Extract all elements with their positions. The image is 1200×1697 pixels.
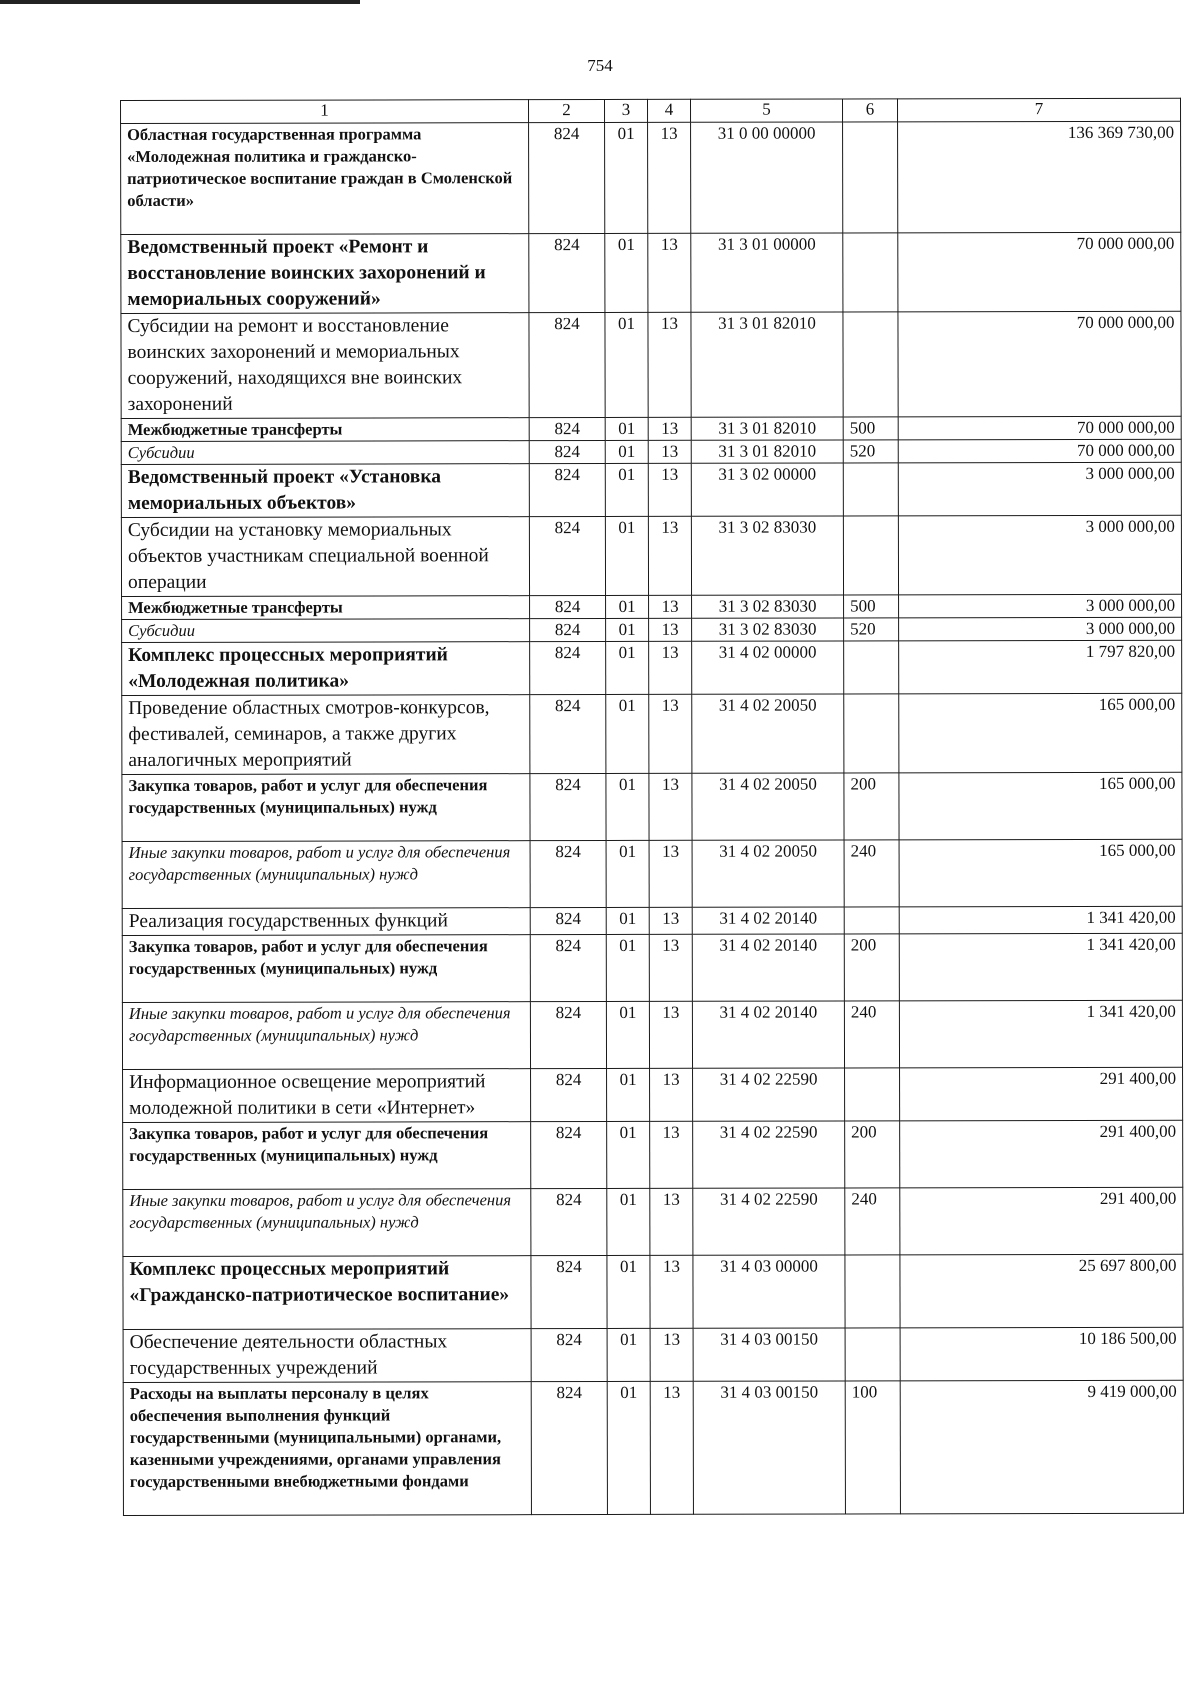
cell-amount: 70 000 000,00 [898,311,1181,417]
header-cell-col4: 4 [647,99,690,122]
line-item-name: Закупка товаров, работ и услуг для обеспечения государственных (муниципальных) нужд [122,935,530,1003]
cell-amount: 10 186 500,00 [900,1327,1183,1381]
cell-expense-type [844,694,899,773]
cell-expense-type [844,907,899,934]
cell-target-article: 31 4 02 20050 [692,694,844,773]
cell-expense-type: 200 [844,773,899,840]
cell-expense-type: 240 [844,1001,899,1068]
cell-subsection-code: 13 [649,595,692,618]
cell-target-article: 31 4 02 20050 [692,840,844,907]
cell-subsection-code: 13 [650,1068,693,1121]
table-row [121,462,1181,517]
cell-expense-type [843,233,898,312]
cell-subsection-code: 13 [648,233,691,312]
cell-target-article: 31 3 02 00000 [691,463,843,516]
line-item-name: Субсидии на установку мемориальных объектов участникам специальной военной операции [121,517,529,597]
cell-amount: 291 400,00 [900,1120,1183,1188]
cell-amount: 165 000,00 [899,839,1182,907]
cell-section-code: 01 [605,233,648,312]
cell-subsection-code: 13 [650,1381,693,1514]
line-item-name: Комплекс процессных мероприятий «Молодежная политика» [122,642,530,696]
line-item-name: Субсидии [121,441,529,465]
cell-admin-code: 824 [530,1001,606,1068]
line-item-name: Иные закупки товаров, работ и услуг для обеспечения государственных (муниципальных) нужд [123,1189,531,1257]
header-cell-col6: 6 [842,99,897,122]
cell-subsection-code: 13 [649,694,692,773]
cell-expense-type: 520 [843,440,898,463]
cell-expense-type: 520 [844,618,899,641]
cell-amount: 136 369 730,00 [898,121,1181,233]
table-row [122,617,1182,642]
cell-subsection-code: 13 [648,516,691,595]
cell-amount: 1 341 420,00 [899,1000,1182,1068]
table-row [122,839,1182,908]
table-row [123,1067,1183,1122]
table-header-row [121,98,1181,123]
cell-admin-code: 824 [530,595,606,618]
cell-target-article: 31 3 01 82010 [691,312,843,417]
cell-subsection-code: 13 [649,618,692,641]
cell-amount: 291 400,00 [900,1067,1183,1121]
cell-target-article: 31 3 01 82010 [691,440,843,463]
cell-amount: 25 697 800,00 [900,1254,1183,1328]
header-cell-col3: 3 [605,99,648,122]
cell-amount: 9 419 000,00 [900,1380,1183,1514]
cell-admin-code: 824 [529,122,605,233]
cell-admin-code: 824 [530,840,606,907]
cell-target-article: 31 3 01 00000 [691,233,843,312]
budget-table [120,98,1184,1516]
table-row [123,1380,1183,1515]
cell-target-article: 31 4 02 22590 [693,1068,845,1121]
table-row [122,933,1182,1002]
cell-admin-code: 824 [530,641,606,694]
table-row [121,121,1181,234]
cell-section-code: 01 [605,440,648,463]
line-item-name: Расходы на выплаты персоналу в целях обеспечения выполнения функций государственными (муниципальными) органами, казенными учреждениями, органами управления государственными внебюджетными фондами [123,1382,531,1516]
cell-section-code: 01 [605,122,648,233]
cell-subsection-code: 13 [649,907,692,934]
table-row [122,1000,1182,1069]
cell-admin-code: 824 [531,1328,607,1381]
table-row [121,416,1181,441]
table-row [123,1327,1183,1382]
cell-subsection-code: 13 [648,417,691,440]
line-item-name: Информационное освещение мероприятий молодежной политики в сети «Интернет» [123,1069,531,1123]
cell-expense-type: 100 [845,1381,900,1514]
cell-section-code: 01 [607,1068,650,1121]
cell-section-code: 01 [605,312,648,417]
cell-expense-type [843,122,898,233]
cell-expense-type [843,312,898,417]
table-row [121,232,1181,313]
cell-expense-type [845,1255,900,1328]
cell-section-code: 01 [606,641,649,694]
cell-expense-type: 240 [845,1188,900,1255]
cell-amount: 1 341 420,00 [899,906,1182,934]
line-item-name: Ведомственный проект «Ремонт и восстановление воинских захоронений и мемориальных сооружений» [121,234,529,314]
line-item-name: Обеспечение деятельности областных государственных учреждений [123,1329,531,1383]
cell-amount: 70 000 000,00 [898,439,1181,463]
line-item-name: Субсидии [122,619,530,643]
cell-target-article: 31 4 03 00000 [693,1255,845,1328]
line-item-name: Иные закупки товаров, работ и услуг для обеспечения государственных (муниципальных) нужд [122,841,530,909]
cell-section-code: 01 [607,1188,650,1255]
cell-subsection-code: 13 [649,641,692,694]
header-cell-col1: 1 [121,100,529,124]
table-row [121,439,1181,464]
cell-subsection-code: 13 [649,1001,692,1068]
cell-subsection-code: 13 [649,840,692,907]
cell-expense-type [845,1328,900,1381]
line-item-name: Межбюджетные трансферты [121,418,529,442]
cell-target-article: 31 4 02 22590 [693,1188,845,1255]
cell-amount: 70 000 000,00 [898,232,1181,312]
cell-target-article: 31 4 02 22590 [693,1121,845,1188]
cell-expense-type [843,516,898,595]
cell-admin-code: 824 [531,1381,607,1514]
line-item-name: Межбюджетные трансферты [122,596,530,620]
cell-target-article: 31 3 02 83030 [692,595,844,618]
line-item-name: Проведение областных смотров-конкурсов, фестивалей, семинаров, а также других аналогичных мероприятий [122,695,530,775]
cell-section-code: 01 [606,907,649,934]
cell-admin-code: 824 [531,1121,607,1188]
line-item-name: Иные закупки товаров, работ и услуг для обеспечения государственных (муниципальных) нужд [122,1002,530,1070]
cell-amount: 1 341 420,00 [899,933,1182,1001]
cell-target-article: 31 0 00 00000 [691,122,843,233]
cell-expense-type: 500 [843,417,898,440]
cell-section-code: 01 [605,463,648,516]
cell-amount: 3 000 000,00 [898,515,1181,595]
cell-subsection-code: 13 [648,440,691,463]
cell-admin-code: 824 [529,312,605,417]
table-row [123,1187,1183,1256]
cell-admin-code: 824 [530,907,606,934]
cell-expense-type: 240 [844,840,899,907]
cell-subsection-code: 13 [648,463,691,516]
cell-section-code: 01 [606,773,649,840]
line-item-name: Комплекс процессных мероприятий «Гражданско-патриотическое воспитание» [123,1256,531,1330]
cell-admin-code: 824 [529,417,605,440]
cell-amount: 165 000,00 [899,693,1182,773]
cell-admin-code: 824 [530,618,606,641]
line-item-name: Субсидии на ремонт и восстановление воинских захоронений и мемориальных сооружений, находящихся вне воинских захоронений [121,313,529,419]
cell-admin-code: 824 [529,233,605,312]
cell-target-article: 31 4 02 00000 [692,641,844,694]
cell-subsection-code: 13 [649,773,692,840]
line-item-name: Реализация государственных функций [122,908,530,936]
cell-section-code: 01 [606,1001,649,1068]
cell-target-article: 31 4 02 20140 [692,907,844,934]
cell-section-code: 01 [607,1328,650,1381]
cell-expense-type: 200 [844,934,899,1001]
cell-subsection-code: 13 [650,1188,693,1255]
cell-admin-code: 824 [530,773,606,840]
cell-target-article: 31 3 01 82010 [691,417,843,440]
cell-admin-code: 824 [529,516,605,595]
line-item-name: Закупка товаров, работ и услуг для обеспечения государственных (муниципальных) нужд [123,1122,531,1190]
cell-admin-code: 824 [531,1188,607,1255]
table-row [122,640,1182,695]
cell-section-code: 01 [606,934,649,1001]
cell-expense-type [843,463,898,516]
cell-amount: 3 000 000,00 [898,462,1181,516]
header-cell-col7: 7 [897,98,1180,122]
header-cell-col5: 5 [690,99,842,122]
line-item-name: Ведомственный проект «Установка мемориальных объектов» [121,464,529,518]
cell-amount: 291 400,00 [900,1187,1183,1255]
cell-section-code: 01 [607,1381,650,1514]
cell-target-article: 31 3 02 83030 [691,516,843,595]
cell-admin-code: 824 [530,694,606,773]
table-row [122,594,1182,619]
cell-subsection-code: 13 [650,1255,693,1328]
cell-subsection-code: 13 [649,934,692,1001]
cell-target-article: 31 4 02 20140 [692,1001,844,1068]
cell-target-article: 31 4 02 20140 [692,934,844,1001]
cell-expense-type [844,641,899,694]
header-cell-col2: 2 [529,99,605,122]
cell-expense-type: 200 [845,1121,900,1188]
cell-expense-type: 500 [844,595,899,618]
cell-section-code: 01 [606,840,649,907]
cell-amount: 3 000 000,00 [899,617,1182,641]
line-item-name: Областная государственная программа «Молодежная политика и гражданско-патриотическое воспитание граждан в Смоленской области» [121,123,529,235]
cell-admin-code: 824 [531,1255,607,1328]
cell-admin-code: 824 [529,463,605,516]
cell-target-article: 31 4 03 00150 [693,1381,845,1514]
cell-section-code: 01 [606,694,649,773]
cell-subsection-code: 13 [648,122,691,233]
cell-section-code: 01 [606,595,649,618]
table-row [123,1120,1183,1189]
top-scan-rule [0,0,360,4]
line-item-name: Закупка товаров, работ и услуг для обеспечения государственных (муниципальных) нужд [122,774,530,842]
cell-amount: 165 000,00 [899,772,1182,840]
cell-section-code: 01 [605,417,648,440]
table-row [122,906,1182,935]
table-row [123,1254,1183,1329]
cell-amount: 1 797 820,00 [899,640,1182,694]
cell-admin-code: 824 [529,440,605,463]
table-row [121,515,1181,596]
cell-section-code: 01 [606,618,649,641]
table-row [122,772,1182,841]
cell-target-article: 31 4 03 00150 [693,1328,845,1381]
cell-subsection-code: 13 [650,1121,693,1188]
page-number: 754 [587,56,613,75]
table-row [121,311,1181,418]
cell-admin-code: 824 [530,934,606,1001]
cell-section-code: 01 [607,1255,650,1328]
cell-target-article: 31 4 02 20050 [692,773,844,840]
cell-admin-code: 824 [531,1068,607,1121]
cell-target-article: 31 3 02 83030 [692,618,844,641]
cell-section-code: 01 [607,1121,650,1188]
cell-amount: 3 000 000,00 [899,594,1182,618]
cell-expense-type [845,1068,900,1121]
cell-subsection-code: 13 [650,1328,693,1381]
cell-subsection-code: 13 [648,312,691,417]
budget-table-body [121,98,1184,1515]
cell-amount: 70 000 000,00 [898,416,1181,440]
table-row [122,693,1182,774]
cell-section-code: 01 [605,516,648,595]
